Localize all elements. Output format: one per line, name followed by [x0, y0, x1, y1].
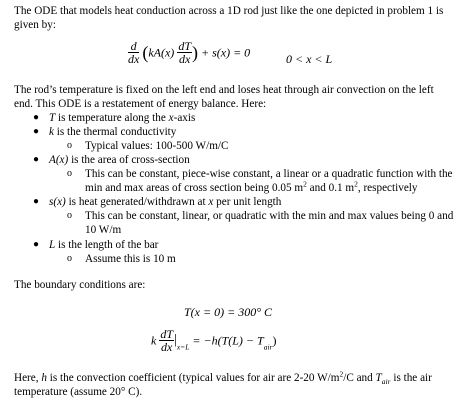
description-line-2: end. This ODE is a restatement of energy balance. Here: [14, 98, 267, 110]
intro-line-1: The ODE that models heat conduction across a 1D rod just like the one depicted in problem 1 is [14, 5, 444, 17]
ode-equation: $\frac{d}{dx}$ (kA(x) $\frac{dT}{dx}$ ) + s(x) = 0 [128, 39, 251, 66]
description-line-1: The rod’s temperature is fixed on the left end and loses heat through air convection on the left [14, 84, 434, 96]
bullet-s: s(x) is heat generated/withdrawn at x per unit length [49, 196, 282, 208]
bc-heading: The boundary conditions are: [14, 279, 146, 291]
bullet-T: T is temperature along the x-axis [49, 112, 196, 124]
bullet-A: A(x) is the area of cross-section [49, 154, 190, 166]
bc2-equation: k $\frac{dT}{dx}$ $|_{x=L} = -h(T(L) - T_{air})$ [151, 327, 277, 354]
ode-domain: 0 < x < L [286, 52, 333, 66]
sub-bullet-A-line-2: min and max areas of cross section being 0.05 $m^2$ and 0.1 $m^2$, respectively [85, 179, 418, 194]
bullet-marker: ● [33, 154, 40, 165]
d-dx-fraction: $\frac{d}{dx}$ [128, 39, 140, 66]
intro-line-2: given by: [14, 19, 56, 31]
sub-bullet-s-line-1: This can be constant, linear, or quadratic with the min and max values being 0 and [85, 210, 454, 222]
sub-bullet-marker: o [67, 253, 72, 264]
sub-bullet-marker: o [67, 210, 72, 221]
sub-bullet-s-line-2: 10 W/m [85, 224, 122, 236]
bullet-k: k is the thermal conductivity [49, 126, 177, 138]
sub-bullet-k-values: Typical values: 100-500 W/m/C [85, 140, 229, 152]
sub-bullet-L-length: Assume this is 10 m [85, 253, 176, 265]
sub-bullet-marker: o [67, 140, 72, 151]
bullet-marker: ● [33, 239, 40, 250]
sub-bullet-A-line-1: This can be constant, piece-wise constant, a linear or a quadratic function with the [85, 168, 453, 180]
bullet-marker: ● [33, 112, 40, 123]
bullet-marker: ● [33, 196, 40, 207]
footer-line-2: temperature (assume 20° C). [14, 386, 143, 398]
kA-term: kA(x) [148, 45, 175, 60]
dT-dx-fraction: $\frac{dT}{dx}$ [178, 39, 191, 66]
sub-bullet-marker: o [67, 168, 72, 179]
footer-line-1: Here, h is the convection coefficient (typical values for air are 2-20 $W/m^2/C$ and $T_{air}$ is the air [14, 369, 432, 387]
dT-dx-fraction: $\frac{dT}{dx}$ [160, 327, 174, 354]
source-term: + s(x) = 0 [201, 45, 251, 60]
bullet-L: L is the length of the bar [49, 239, 159, 251]
bc1-equation: T(x = 0) = 300° C [184, 305, 272, 319]
bullet-marker: ● [33, 126, 40, 137]
